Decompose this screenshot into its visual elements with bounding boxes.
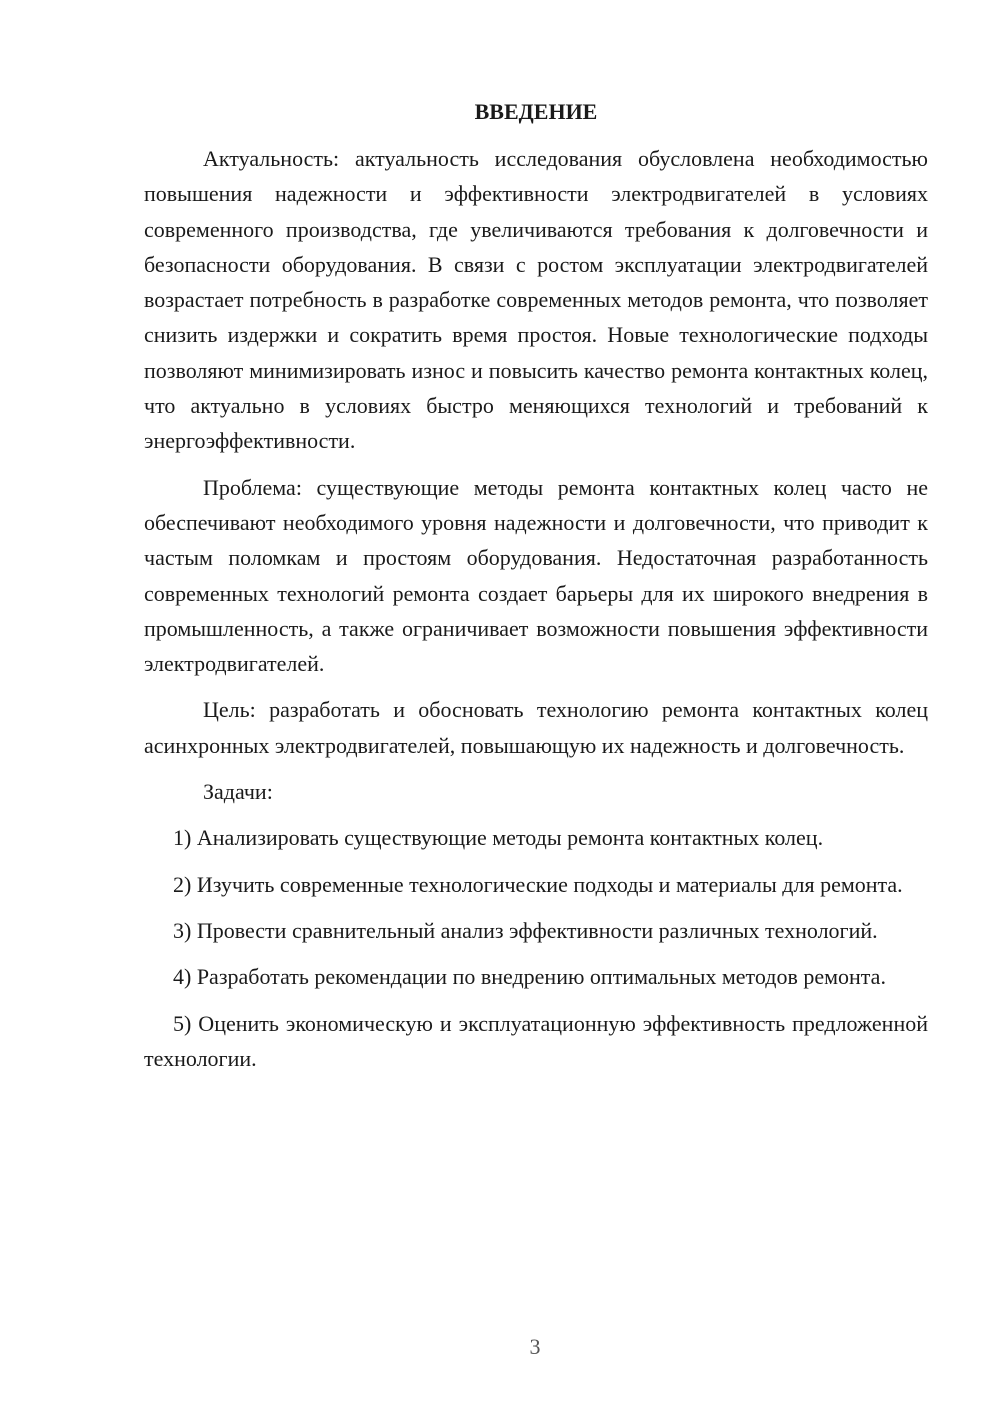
task-item: 5) Оценить экономическую и эксплуатационную эффективность предложенной технологии.	[144, 1010, 928, 1071]
paragraph-problem: Проблема: существующие методы ремонта контактных колец часто не обеспечивают необходимого уровня надежности и долговечности, что приводит к частым поломкам и простоям оборудования. Недостаточная разработанность современных технологий ремонта создает барьеры для их широкого внедрения в промышленность, а также ограничивает возможности повышения эффективности электродвигателей.	[144, 474, 928, 677]
document-page	[144, 94, 928, 1087]
task-item: 2) Изучить современные технологические подходы и материалы для ремонта.	[173, 871, 903, 897]
paragraph-goal: Цель: разработать и обосновать технологию ремонта контактных колец асинхронных электродвигателей, повышающую их надежность и долговечность.	[144, 697, 928, 758]
task-item: 3) Провести сравнительный анализ эффективности различных технологий.	[173, 917, 878, 943]
section-title: ВВЕДЕНИЕ	[474, 99, 598, 124]
paragraph-relevance: Актуальность: актуальность исследования обусловлена необходимостью повышения надежности и эффективности электродвигателей в условиях современного производства, где увеличиваются требования к долговечности и безопасности оборудования. В связи с ростом эксплуатации электродвигателей возрастает потребность в разработке современных методов ремонта, что позволяет снизить издержки и сократить время простоя. Новые технологические подходы позволяют минимизировать износ и повысить качество ремонта контактных колец, что актуально в условиях быстро меняющихся технологий и требований к энергоэффективности.	[144, 146, 928, 454]
task-item: 1) Анализировать существующие методы ремонта контактных колец.	[173, 825, 824, 851]
task-item: 4) Разработать рекомендации по внедрению оптимальных методов ремонта.	[173, 964, 886, 990]
tasks-heading: Задачи:	[203, 779, 273, 805]
page-number: 3	[529, 1334, 541, 1359]
